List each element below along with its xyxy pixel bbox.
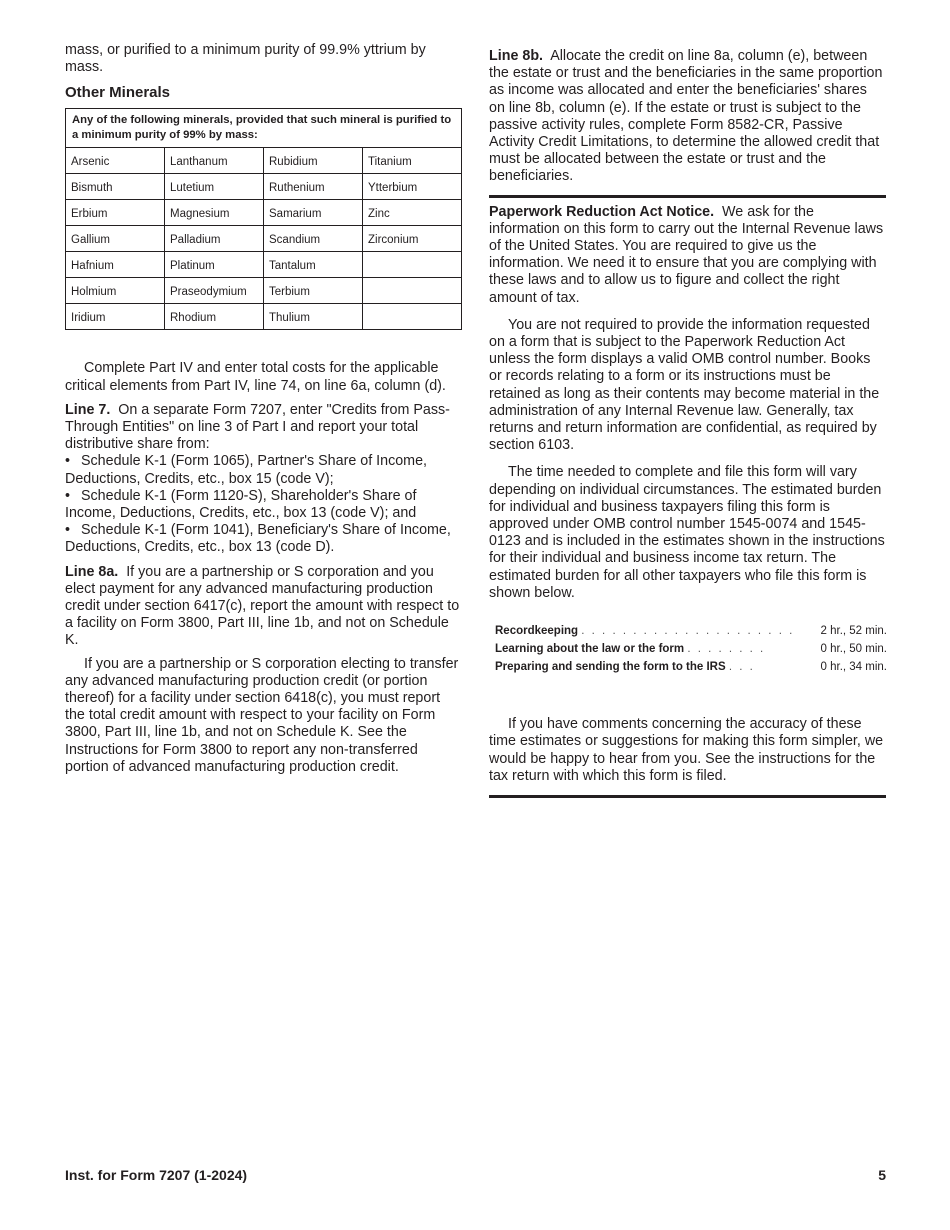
minerals-table-header: Any of the following minerals, provided that such mineral is purified to a minimum purity of 99% by mass: — [66, 109, 462, 148]
table-cell: Praseodymium — [165, 278, 264, 304]
table-cell: Scandium — [264, 226, 363, 252]
table-cell: Ytterbium — [363, 174, 462, 200]
paperwork-reduction-paragraph — [489, 204, 886, 307]
table-row — [495, 640, 887, 658]
table-cell: Platinum — [165, 252, 264, 278]
burden-table — [495, 622, 887, 676]
line8a-paragraph — [65, 564, 463, 650]
bullet-icon: • — [65, 487, 71, 504]
other-minerals-heading: Other Minerals — [65, 84, 171, 102]
table-cell: Zirconium — [363, 226, 462, 252]
table-row — [66, 148, 462, 174]
paperwork-reduction-text: We ask for the information on this form to carry out the Internal Revenue laws of the United States. You are required to give us the information. We need it to ensure that you are complying with these laws and to allow us to figure and collect the right amount of tax. — [489, 203, 884, 306]
table-cell: Palladium — [165, 226, 264, 252]
table-cell: Ruthenium — [264, 174, 363, 200]
paperwork-reduction-second-paragraph: You are not required to provide the information requested on a form that is subject to the Paperwork Reduction Act unless the form displays a valid OMB control number. Books or records relating to a form or its instructions must be retained as long as their contents may become material in the administration of any Internal Revenue law. Generally, tax returns and return information are confidential, as required by section 6103. — [489, 316, 880, 454]
table-cell — [363, 252, 462, 278]
burden-task-label: Preparing and sending the form to the IRS — [495, 661, 726, 674]
table-row — [66, 200, 462, 226]
burden-time: 2 hr., 52 min. — [820, 625, 887, 638]
table-cell — [363, 304, 462, 330]
bullet-icon: • — [65, 522, 71, 539]
section-divider — [489, 795, 886, 798]
complete-part-iv-text: Complete Part IV and enter total costs for the applicable critical elements from Part IV, line 74, on line 6a, column (d). — [65, 360, 446, 394]
line8a-second-paragraph: If you are a partnership or S corporation electing to transfer any advanced manufacturing production credit (or portion thereof) for a facility under section 6418(c), you must report the total credit amount with respect to your facility on Form 3800, Part III, line 1b, and not on Schedule K. See the Instructions for Form 3800 to report any non-transferred portion of advanced manufacturing production credit. — [65, 655, 459, 775]
minerals-table-body — [66, 148, 462, 330]
line8b-text: Allocate the credit on line 8a, column (e), between the estate or trust and the beneficiaries in the same proportion as income was allocated and enter the beneficiaries' shares on line 8b, column (e). If the estate or trust is subject to the passive activity rules, complete Form 8582-CR, Passive Activity Credit Limitations, to determine the allowed credit that must be allocated between the estate or trust and the beneficiaries. — [489, 48, 883, 185]
form-label: Inst. for Form 7207 (1-2024) — [65, 1167, 248, 1183]
list-item: • Schedule K-1 (Form 1065), Partner's Share of Income, Deductions, Credits, etc., box 15 (code V); — [65, 453, 428, 487]
table-cell: Lutetium — [165, 174, 264, 200]
leader-dots: . . . — [728, 661, 755, 674]
line8b-label: Line 8b. — [489, 48, 544, 64]
table-cell: Terbium — [264, 278, 363, 304]
comments-paragraph: If you have comments concerning the accuracy of these time estimates or suggestions for making this form simpler, we would be happy to hear from you. See the instructions for the tax return with which this form is filed. — [489, 716, 884, 784]
line8a-text: If you are a partnership or S corporation and you elect payment for any advanced manufacturing production credit under section 6417(c), report the amount with respect to a facility on Form 3800, Part III, line 1b, and not on Schedule K. — [65, 563, 460, 649]
burden-time: 0 hr., 50 min. — [820, 643, 887, 656]
paperwork-reduction-label: Paperwork Reduction Act Notice. — [489, 203, 715, 220]
table-row — [66, 278, 462, 304]
page-number: 5 — [878, 1167, 886, 1183]
burden-time: 0 hr., 34 min. — [820, 661, 887, 674]
page-footer — [65, 1167, 886, 1183]
line7-text: On a separate Form 7207, enter "Credits from Pass-Through Entities" on line 3 of Part I and report your total distributive share from: — [65, 401, 450, 453]
bullet-icon: • — [65, 453, 71, 470]
leader-dots: . . . . . . . . . . . . . . . . . . . . . — [581, 625, 795, 638]
table-cell: Bismuth — [66, 174, 165, 200]
line7-label: Line 7. — [65, 401, 111, 418]
table-cell: Thulium — [264, 304, 363, 330]
left-column — [65, 42, 463, 776]
table-row — [66, 252, 462, 278]
burden-task — [495, 622, 805, 640]
table-row — [495, 658, 887, 676]
line7-bullets — [65, 453, 463, 556]
table-cell: Gallium — [66, 226, 165, 252]
leader-dots: . . . . . . . . — [687, 643, 766, 656]
right-column — [489, 42, 886, 804]
table-row — [66, 174, 462, 200]
paperwork-reduction-third-paragraph: The time needed to complete and file this form will vary depending on individual circumstances. The estimated burden for individual and business taxpayers filing this form is approved under OMB control number 1545-0074 and 1545-0123 and is included in the estimates shown in the instructions for their individual and business income tax return. The estimated burden for all other taxpayers who file this form is shown below. — [489, 464, 885, 601]
table-cell: Tantalum — [264, 252, 363, 278]
section-divider — [489, 195, 886, 198]
list-item: • Schedule K-1 (Form 1120-S), Shareholder's Share of Income, Deductions, Credits, etc., box 13 (code V); and — [65, 487, 417, 522]
table-cell: Lanthanum — [165, 148, 264, 174]
table-cell: Iridium — [66, 304, 165, 330]
list-item: • Schedule K-1 (Form 1041), Beneficiary's Share of Income, Deductions, Credits, etc., box 13 (code D). — [65, 522, 451, 556]
table-row — [66, 226, 462, 252]
table-cell: Arsenic — [66, 148, 165, 174]
table-row — [66, 304, 462, 330]
line8b-paragraph — [489, 48, 886, 186]
table-cell: Rhodium — [165, 304, 264, 330]
table-cell: Holmium — [66, 278, 165, 304]
table-cell: Rubidium — [264, 148, 363, 174]
table-row — [495, 622, 887, 640]
table-cell: Hafnium — [66, 252, 165, 278]
table-cell: Samarium — [264, 200, 363, 226]
intro-text: mass, or purified to a minimum purity of 99.9% yttrium by mass. — [65, 42, 426, 76]
table-cell: Magnesium — [165, 200, 264, 226]
table-cell: Zinc — [363, 200, 462, 226]
burden-task — [495, 658, 805, 676]
line7-paragraph — [65, 402, 463, 454]
burden-task-label: Learning about the law or the form — [495, 643, 685, 656]
minerals-table — [65, 108, 462, 330]
burden-task — [495, 640, 805, 658]
burden-task-label: Recordkeeping — [495, 625, 579, 638]
line8a-label: Line 8a. — [65, 563, 119, 580]
table-cell: Erbium — [66, 200, 165, 226]
table-cell — [363, 278, 462, 304]
table-cell: Titanium — [363, 148, 462, 174]
